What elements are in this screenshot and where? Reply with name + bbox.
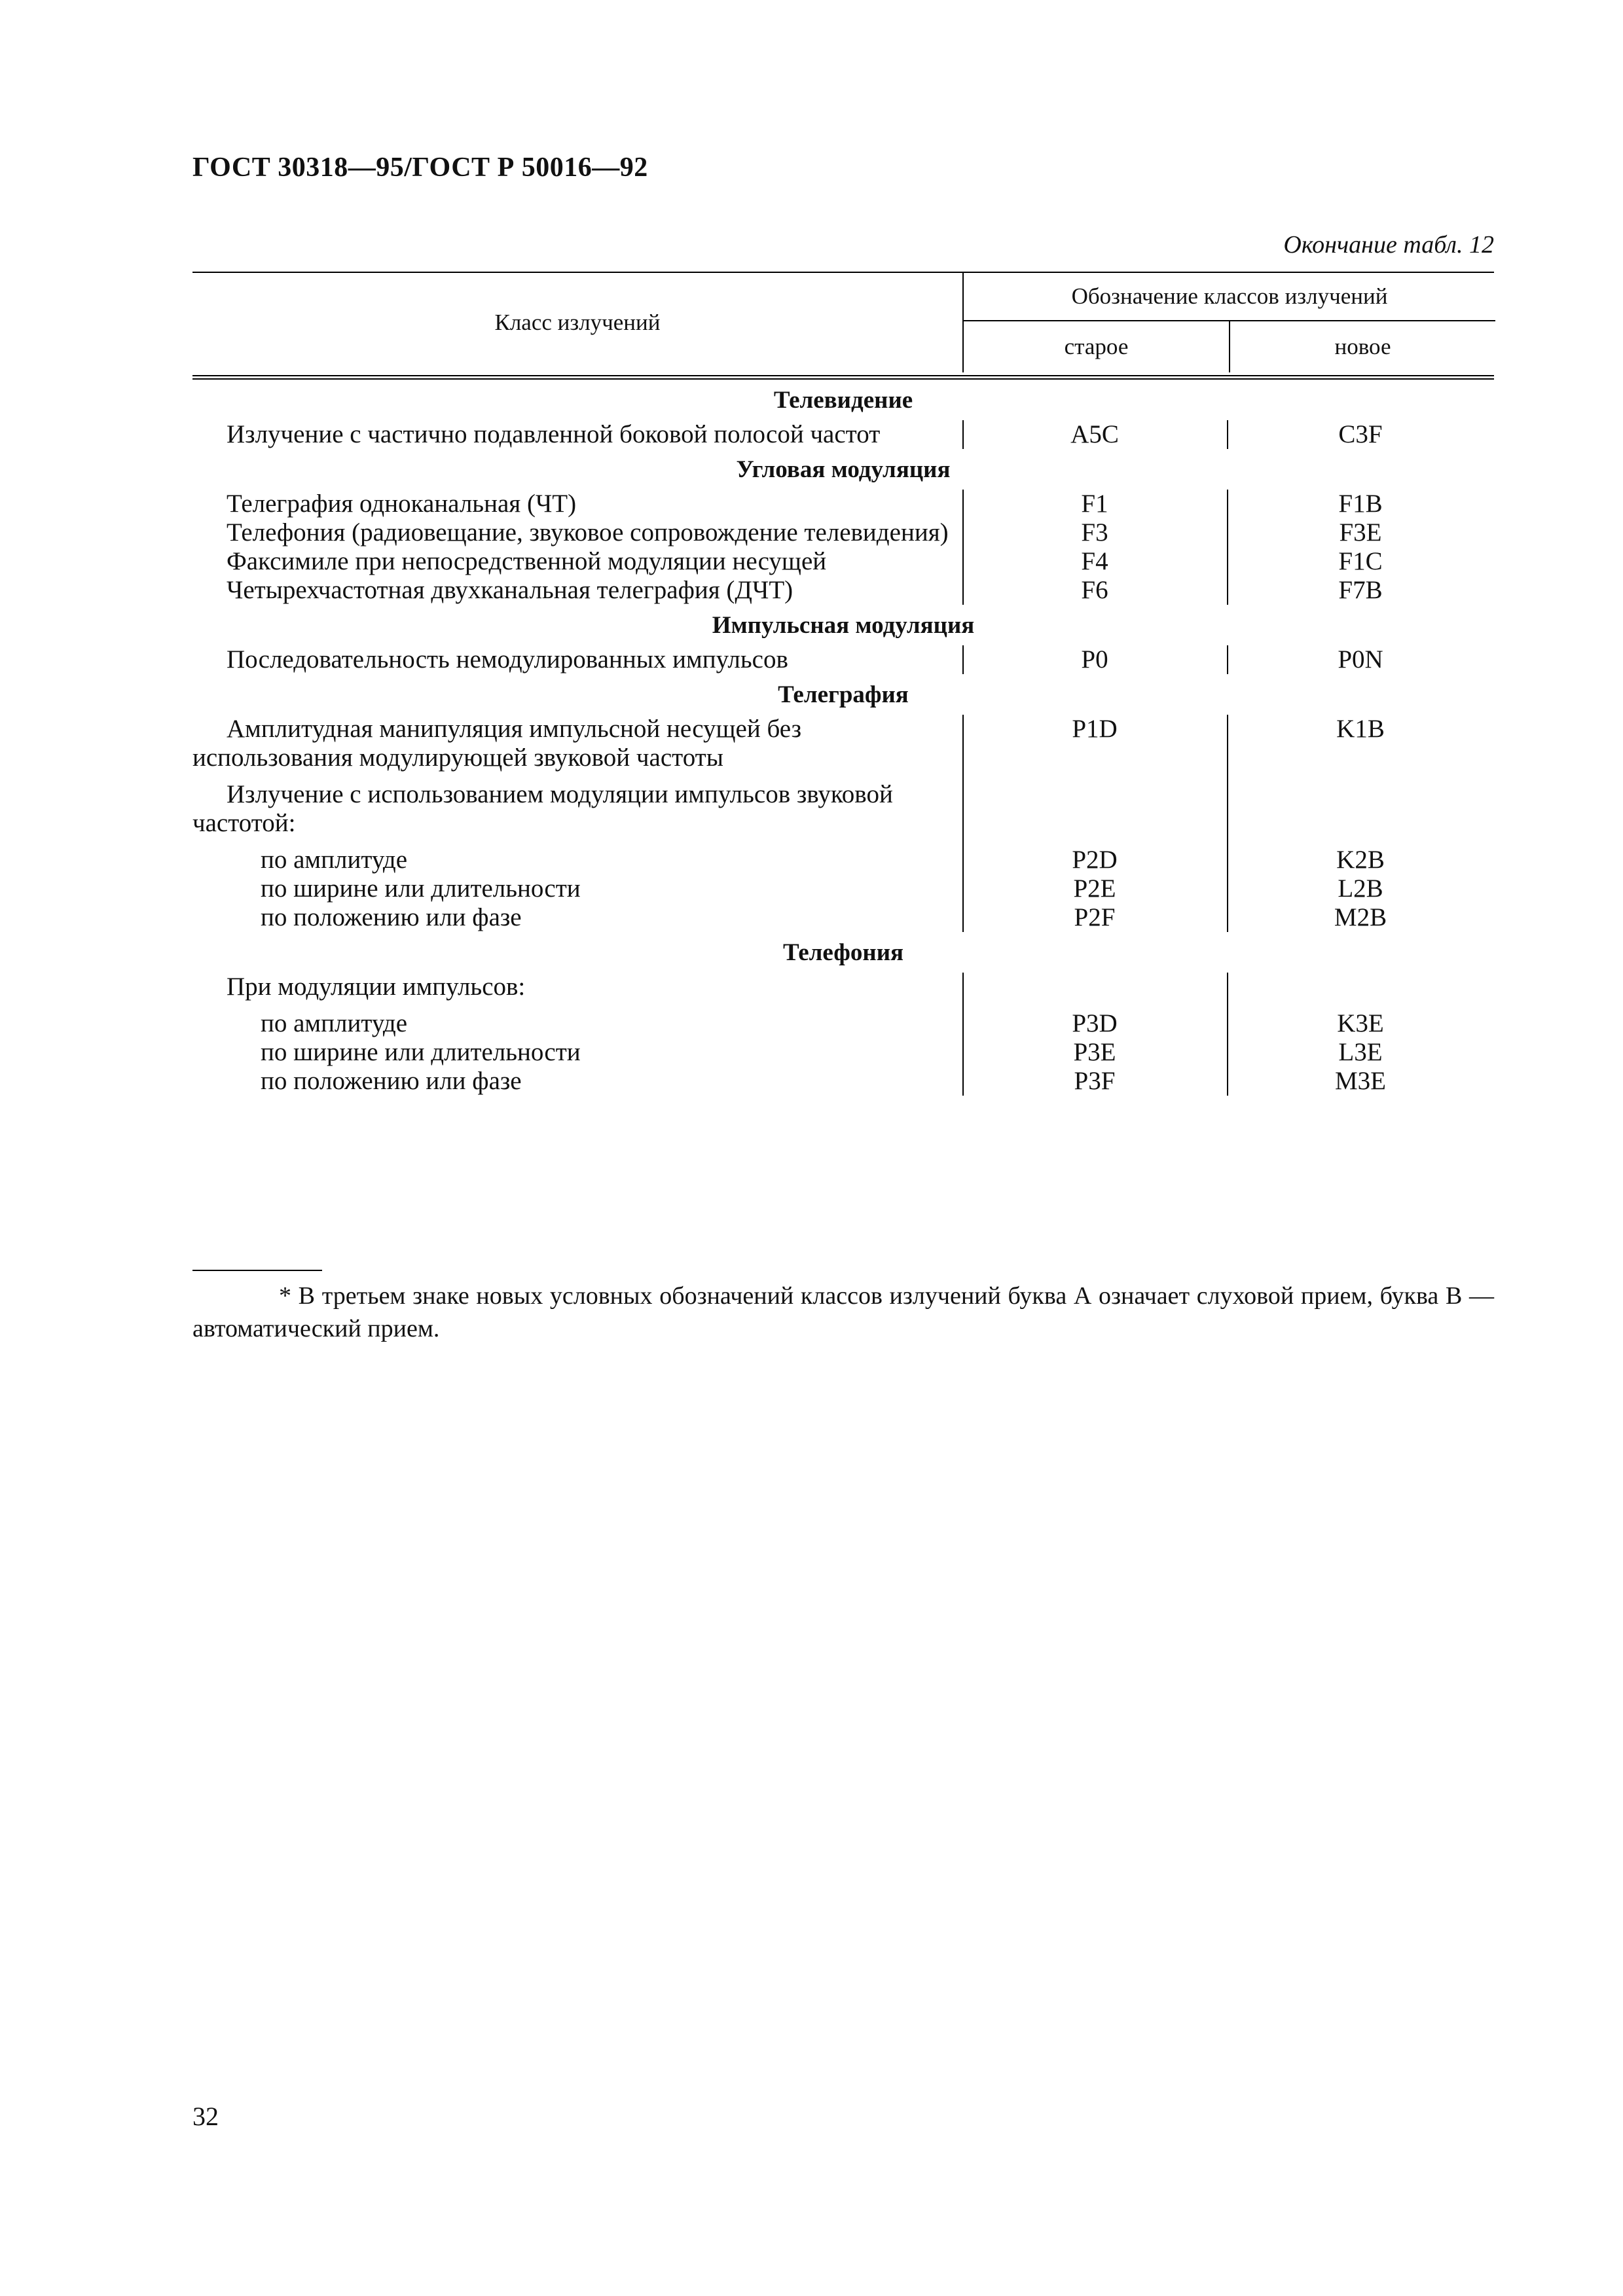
cell-new <box>1227 973 1494 1001</box>
section-rows <box>192 490 1494 605</box>
header-subcolumns <box>964 321 1495 372</box>
cell-old: P3D <box>1072 1009 1118 1037</box>
section-television <box>192 380 1494 449</box>
cell-new <box>1227 780 1494 838</box>
cell-new: L2B <box>1338 874 1383 903</box>
cell-old: F1 <box>1081 490 1108 518</box>
table-caption: Окончание табл. 12 <box>1283 231 1494 259</box>
cell-old: P1D <box>1072 715 1118 743</box>
section-rows <box>192 420 1494 449</box>
section-rows <box>192 715 1494 932</box>
table-row <box>192 420 1494 449</box>
section-title: Угловая модуляция <box>736 456 951 483</box>
header-double-rule <box>192 375 1494 380</box>
cell-new: F1B <box>1338 490 1383 518</box>
cell-class: по амплитуде <box>261 1009 408 1037</box>
section-telegraphy <box>192 674 1494 932</box>
cell-old: F4 <box>1081 547 1108 575</box>
header-new: новое <box>1229 321 1495 372</box>
cell-class: Четырехчастотная двухканальная телеграфия (ДЧТ) <box>227 576 793 604</box>
table-header <box>192 272 1494 372</box>
cell-new: L3E <box>1338 1038 1383 1066</box>
cell-class: Телеграфия одноканальная (ЧТ) <box>227 490 577 518</box>
section-title: Телефония <box>782 939 904 966</box>
table-row <box>192 1067 1494 1096</box>
table-row <box>192 874 1494 903</box>
cell-new: P0N <box>1338 645 1383 673</box>
cell-class: При модуляции импульсов: <box>227 973 526 1001</box>
cell-old: F3 <box>1081 518 1108 547</box>
table-row <box>192 1038 1494 1067</box>
cell-old: P0 <box>1081 645 1108 673</box>
cell-new: C3F <box>1338 420 1383 448</box>
table-row <box>192 715 1494 772</box>
emission-class-table <box>192 272 1494 1096</box>
cell-class: по амплитуде <box>261 846 408 874</box>
cell-old: F6 <box>1081 576 1108 604</box>
cell-new: K1B <box>1336 715 1385 743</box>
section-angle-modulation <box>192 449 1494 605</box>
cell-class: Факсимиле при непосредственной модуляции несущей <box>227 547 827 575</box>
table-row <box>192 576 1494 605</box>
table-row <box>192 518 1494 547</box>
cell-class: Последовательность немодулированных импульсов <box>227 645 788 673</box>
cell-new: K3E <box>1337 1009 1384 1037</box>
cell-new: F3E <box>1339 518 1382 547</box>
cell-old: P3F <box>1074 1067 1116 1095</box>
cell-new: F7B <box>1338 576 1383 604</box>
table-row <box>192 490 1494 518</box>
section-rows <box>192 645 1494 674</box>
header-group-label: Обозначение классов излучений <box>964 273 1495 321</box>
cell-class: Амплитудная манипуляция импульсной несущей без использования модулирующей звуковой частоты <box>192 715 801 772</box>
cell-class: по положению или фазе <box>261 1067 522 1095</box>
cell-old <box>962 780 1227 838</box>
cell-class: по ширине или длительности <box>261 1038 581 1066</box>
section-pulse-modulation <box>192 605 1494 674</box>
footnote: * В третьем знаке новых условных обозначений классов излучений буква А означает слуховой прием, буква В — автоматический прием. <box>192 1282 1494 1342</box>
cell-class: Излучение с частично подавленной боковой полосой частот <box>227 420 881 448</box>
cell-old: P2E <box>1073 874 1116 903</box>
section-rows <box>192 973 1494 1096</box>
footnote-rule <box>192 1270 322 1271</box>
header-designation-group <box>962 273 1495 372</box>
table-row <box>192 903 1494 932</box>
header-class: Класс излучений <box>494 310 661 335</box>
cell-class: Телефония (радиовещание, звуковое сопровождение телевидения) <box>227 518 949 547</box>
cell-new: F1C <box>1338 547 1383 575</box>
section-title: Импульсная модуляция <box>712 611 975 639</box>
cell-old: P2D <box>1072 846 1118 874</box>
document-header: ГОСТ 30318—95/ГОСТ Р 50016—92 <box>192 152 648 183</box>
cell-class: Излучение с использованием модуляции импульсов звуковой частотой: <box>192 780 893 837</box>
cell-class: по положению или фазе <box>261 903 522 931</box>
table-row <box>192 780 1494 838</box>
table-row <box>192 973 1494 1001</box>
section-telephony <box>192 932 1494 1096</box>
section-title: Телевидение <box>773 386 913 414</box>
cell-new: M3E <box>1335 1067 1386 1095</box>
cell-new: M2B <box>1334 903 1387 931</box>
cell-old: P3E <box>1073 1038 1116 1066</box>
page-number: 32 <box>192 2102 219 2131</box>
cell-new: K2B <box>1336 846 1385 874</box>
header-old: старое <box>1064 334 1129 359</box>
table-row <box>192 1009 1494 1038</box>
cell-old: P2F <box>1074 903 1116 931</box>
section-title: Телеграфия <box>778 681 909 708</box>
table-row <box>192 645 1494 674</box>
table-row <box>192 547 1494 576</box>
cell-class: по ширине или длительности <box>261 874 581 903</box>
cell-old <box>962 973 1227 1001</box>
cell-old: A5C <box>1070 420 1119 448</box>
table-row <box>192 846 1494 874</box>
